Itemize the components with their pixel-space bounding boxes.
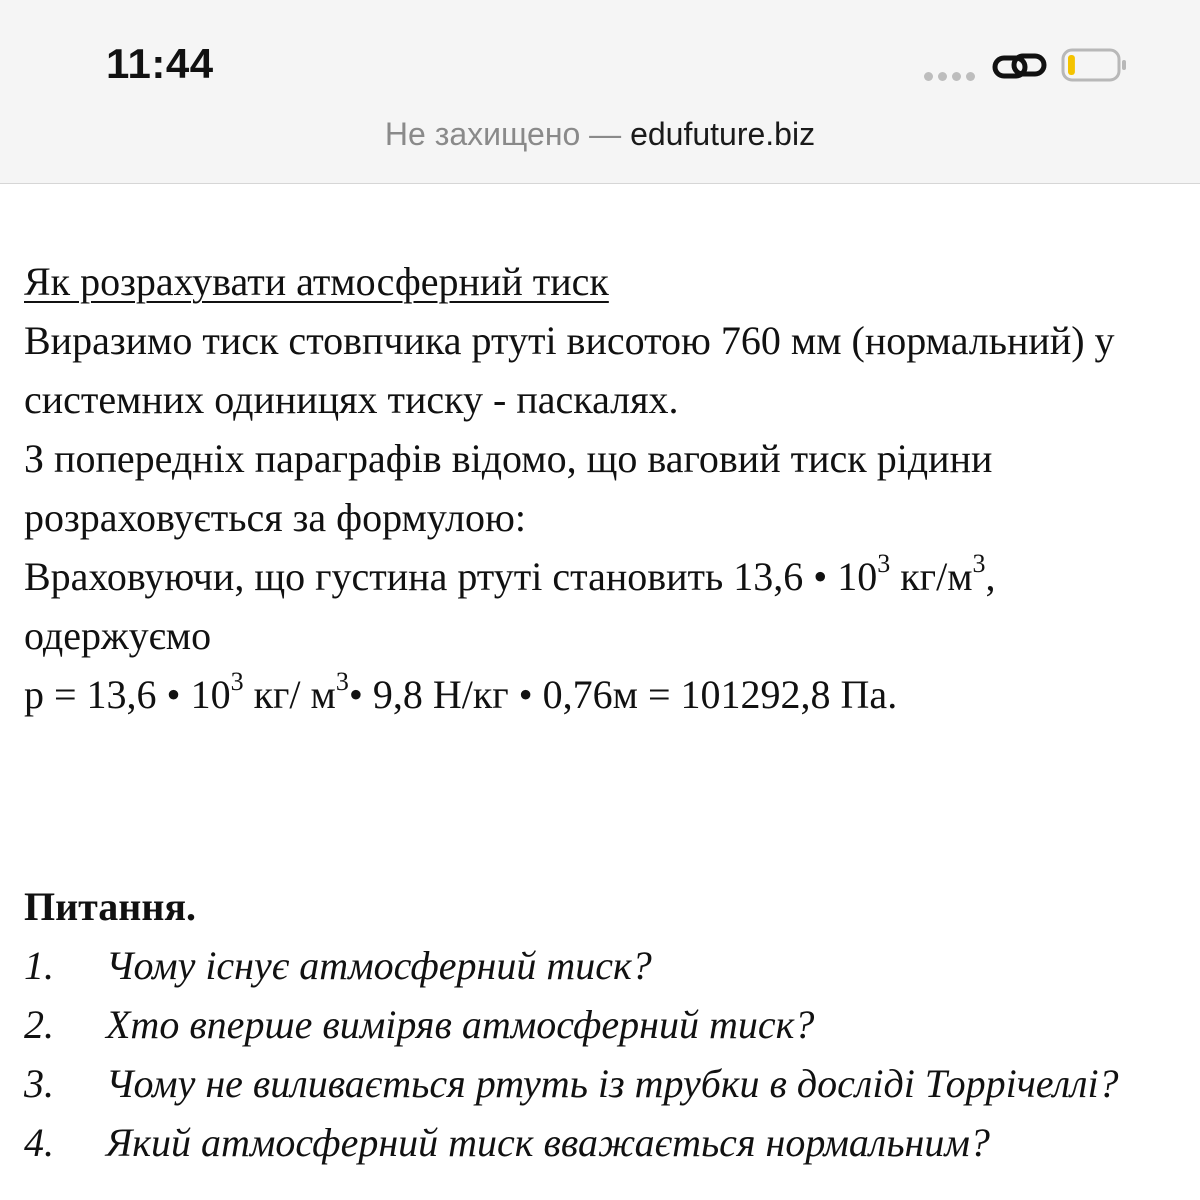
question-item: 4. Який атмосферний тиск вважається нормальним? bbox=[24, 1120, 990, 1165]
paragraph-1: Виразимо тиск стовпчика ртуті висотою 760 мм (нормальний) у системних одиницях тиску - паскалях. bbox=[24, 318, 1115, 422]
questions-title: Питання. bbox=[24, 884, 197, 929]
security-label: Не захищено — bbox=[384, 116, 622, 152]
domain-label: edufuture.biz bbox=[630, 116, 816, 152]
battery-low-icon bbox=[1061, 48, 1127, 82]
article-content bbox=[24, 252, 1184, 1172]
paragraph-3: Враховуючи, що густина ртуті становить 13,6 • $10^3$ $кг/м^3$, одержуємо bbox=[24, 548, 996, 658]
link-icon bbox=[992, 50, 1048, 82]
article-heading: Як розрахувати атмосферний тиск bbox=[24, 259, 609, 304]
question-item: 3. Чому не виливається ртуть із трубки в досліді Торрічеллі? bbox=[24, 1061, 1119, 1106]
address-bar[interactable] bbox=[0, 116, 1200, 153]
browser-status-bar bbox=[0, 0, 1200, 184]
question-item: 2. Хто вперше виміряв атмосферний тиск? bbox=[24, 1002, 815, 1047]
formula: p = 13,6 • $10^3$ кг/ $м^3•$ 9,8 Н/кг • 0,76м = 101292,8 Па. bbox=[24, 666, 898, 717]
cellular-signal-icon bbox=[924, 72, 975, 81]
paragraph-2: З попередніх параграфів відомо, що ваговий тиск рідини розраховується за формулою: bbox=[24, 436, 993, 540]
question-item: 1. Чому існує атмосферний тиск? bbox=[24, 943, 652, 988]
status-time: 11:44 bbox=[106, 40, 214, 87]
